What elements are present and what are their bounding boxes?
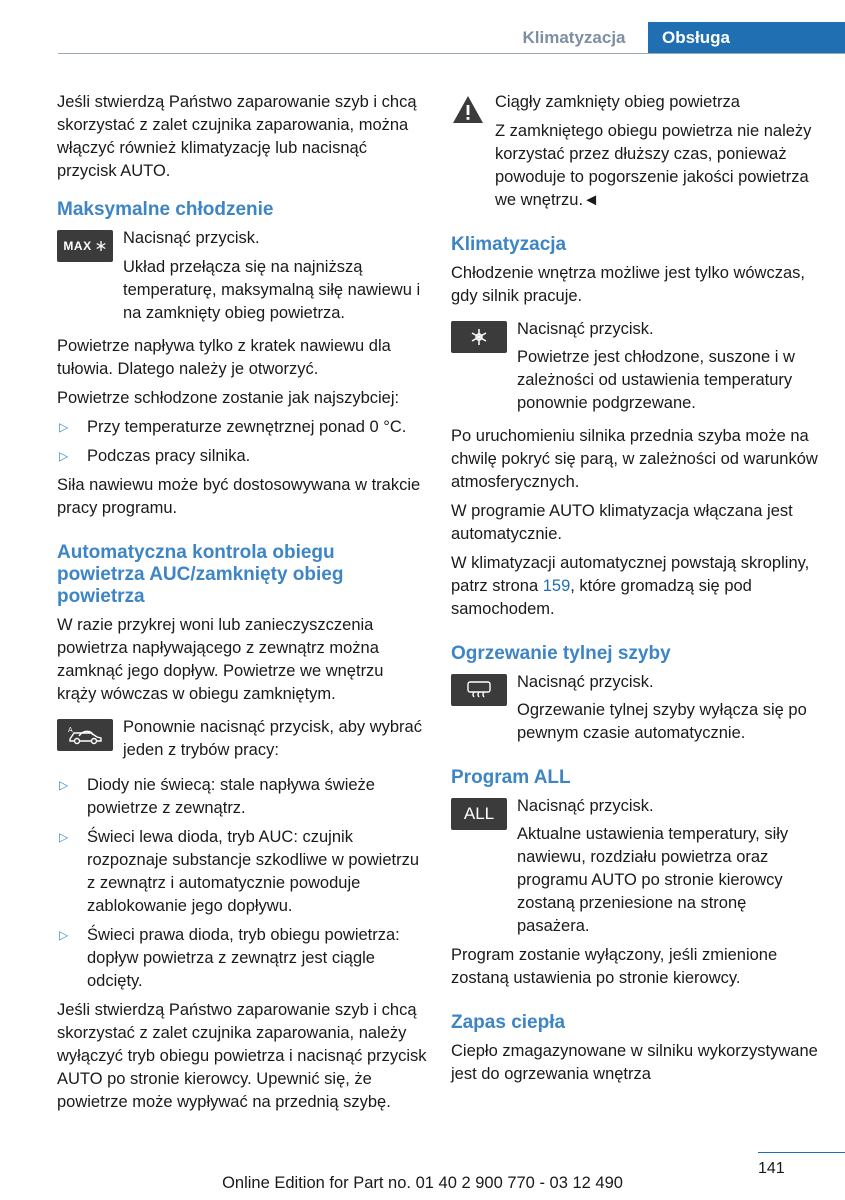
max-paragraph-3: Siła nawiewu może być dostosowywana w trakcie pracy programu.	[57, 476, 421, 517]
header-chapter-tab: Obsługa	[648, 22, 845, 54]
max-bullet-list	[57, 416, 427, 468]
warning-triangle-icon	[451, 93, 485, 127]
all-paragraph-1: Program zostanie wyłączony, jeśli zmienione zostaną ustawienia po stronie kierowcy.	[451, 946, 778, 987]
all-desc-text: Aktualne ustawienia temperatury, siły nawiewu, rozdziału powietrza oraz programu AUTO po stronie kierowcy zostaną przeniesione na stronę pasażera.	[517, 825, 789, 935]
header-rule	[58, 53, 845, 54]
ac-button-icon	[451, 321, 507, 353]
auc-paragraph-1: W razie przykrej woni lub zanieczyszczenia powietrza napływającego z zewnątrz można zamknąć jego dopływ. Powietrze we wnętrzu krąży wówczas w obiegu zamkniętym.	[57, 616, 384, 703]
rear-defrost-button-icon	[451, 674, 507, 706]
heading-auc: Automatyczna kontrola obiegu powietrza AUC/zamknięty obieg powietrza	[57, 542, 344, 607]
ac-button-instruction	[451, 318, 821, 364]
ac-paragraph-4: W klimatyzacji automatycznej powstają skropliny, patrz strona 159, które gromadzą się pod samochodem.	[451, 554, 810, 618]
triangle-bullet-icon: ▷	[59, 778, 69, 792]
ac-paragraph-2: Po uruchomieniu silnika przednia szyba może na chwilę pokryć się parą, w zależności od warunków atmosferycznych.	[451, 427, 818, 491]
ac-desc-text: Powietrze jest chłodzone, suszone i w zależności od ustawienia temperatury ponownie podgrzewane.	[517, 348, 795, 412]
page-number: 141	[758, 1160, 785, 1177]
list-item: ▷ Świeci lewa dioda, tryb AUC: czujnik rozpoznaje substancje szkodliwe w powietrzu z zewnątrz i automatycznie powoduje zablokowanie jego dopływu.	[59, 828, 419, 915]
warning-block	[451, 91, 821, 212]
triangle-bullet-icon: ▷	[59, 449, 69, 463]
triangle-bullet-icon: ▷	[59, 928, 69, 942]
heading-rear-window: Ogrzewanie tylnej szyby	[451, 643, 671, 664]
page-reference-link[interactable]: 159	[542, 577, 571, 595]
max-button-instruction	[57, 227, 427, 325]
intro-paragraph: Jeśli stwierdzą Państwo zaparowanie szyb i chcą skorzystać z zalet czujnika zaparowania, można włączyć również klimatyzację lub nacisnąć przycisk AUTO.	[57, 93, 417, 180]
warning-title: Ciągły zamknięty obieg powietrza	[495, 93, 740, 111]
list-item: ▷ Świeci prawa dioda, tryb obiegu powietrza: dopływ powietrza z zewnątrz jest ciągle odcięty.	[59, 926, 400, 990]
car-recirculation-icon	[65, 724, 105, 746]
rear-button-instruction	[451, 671, 821, 717]
auc-paragraph-2: Jeśli stwierdzą Państwo zaparowanie szyb i chcą skorzystać z zalet czujnika zaparowania, należy wyłączyć tryb obiegu powietrza i nacisnąć przycisk AUTO po stronie kierowcy. Upewnić się, że powietrze może wypływać na przednią szybę.	[57, 1001, 427, 1111]
all-button-icon	[451, 798, 507, 830]
warning-text: Z zamkniętego obiegu powietrza nie należy korzystać przez dłuższy czas, ponieważ powoduje to pogorszenie jakości powietrza we wnętrzu.◄	[495, 122, 812, 209]
edition-footer: Online Edition for Part no. 01 40 2 900 770 - 03 12 490	[222, 1174, 623, 1192]
heading-ac: Klimatyzacja	[451, 234, 567, 255]
max-paragraph-2: Powietrze schłodzone zostanie jak najszybciej:	[57, 389, 400, 407]
ac-paragraph-3: W programie AUTO klimatyzacja włączana jest automatycznie.	[451, 502, 793, 543]
all-button-instruction	[451, 795, 821, 841]
rear-desc-text: Ogrzewanie tylnej szyby wyłącza się po pewnym czasie automatycznie.	[517, 701, 807, 742]
left-column	[57, 91, 427, 1114]
heading-heat-reserve: Zapas ciepła	[451, 1012, 566, 1033]
right-column	[451, 91, 821, 1086]
all-button-label: ALL	[463, 804, 495, 823]
ac-paragraph-1: Chłodzenie wnętrza możliwe jest tylko wówczas, gdy silnik pracuje.	[451, 264, 805, 305]
auc-press-text: Ponownie nacisnąć przycisk, aby wybrać jeden z trybów pracy:	[123, 718, 422, 759]
all-press-text: Nacisnąć przycisk.	[517, 797, 654, 815]
snowflake-small-icon	[95, 240, 107, 252]
snowflake-icon	[469, 327, 489, 347]
list-item: ▷ Podczas pracy silnika.	[57, 445, 427, 468]
auc-button-instruction	[57, 716, 427, 762]
svg-text:A: A	[68, 727, 73, 734]
heading-program-all: Program ALL	[451, 767, 571, 788]
max-paragraph-1: Powietrze napływa tylko z kratek nawiewu dla tułowia. Dlatego należy je otworzyć.	[57, 337, 391, 378]
list-item: ▷ Przy temperaturze zewnętrznej ponad 0 °C.	[57, 416, 427, 439]
triangle-bullet-icon: ▷	[59, 830, 69, 844]
ac-press-text: Nacisnąć przycisk.	[517, 320, 654, 338]
rear-window-defrost-icon	[466, 680, 492, 700]
auc-recirculation-button-icon	[57, 719, 113, 751]
rear-press-text: Nacisnąć przycisk.	[517, 673, 654, 691]
heading-max-cooling: Maksymalne chłodzenie	[57, 199, 274, 220]
header-section-tab: Klimatyzacja	[522, 28, 626, 47]
heat-paragraph-1: Ciepło zmagazynowane w silniku wykorzystywane jest do ogrzewania wnętrza	[451, 1042, 818, 1083]
max-desc-text: Układ przełącza się na najniższą temperaturę, maksymalną siłę nawiewu i na zamknięty obieg powietrza.	[123, 258, 421, 322]
list-item: ▷ Diody nie świecą: stale napływa świeże powietrze z zewnątrz.	[59, 776, 375, 817]
max-button-label: MAX	[63, 239, 92, 253]
max-ac-button-icon	[57, 230, 113, 262]
page-number-rule	[758, 1152, 845, 1153]
triangle-bullet-icon: ▷	[59, 420, 69, 434]
auc-bullet-list	[57, 774, 427, 993]
max-press-text: Nacisnąć przycisk.	[123, 229, 260, 247]
